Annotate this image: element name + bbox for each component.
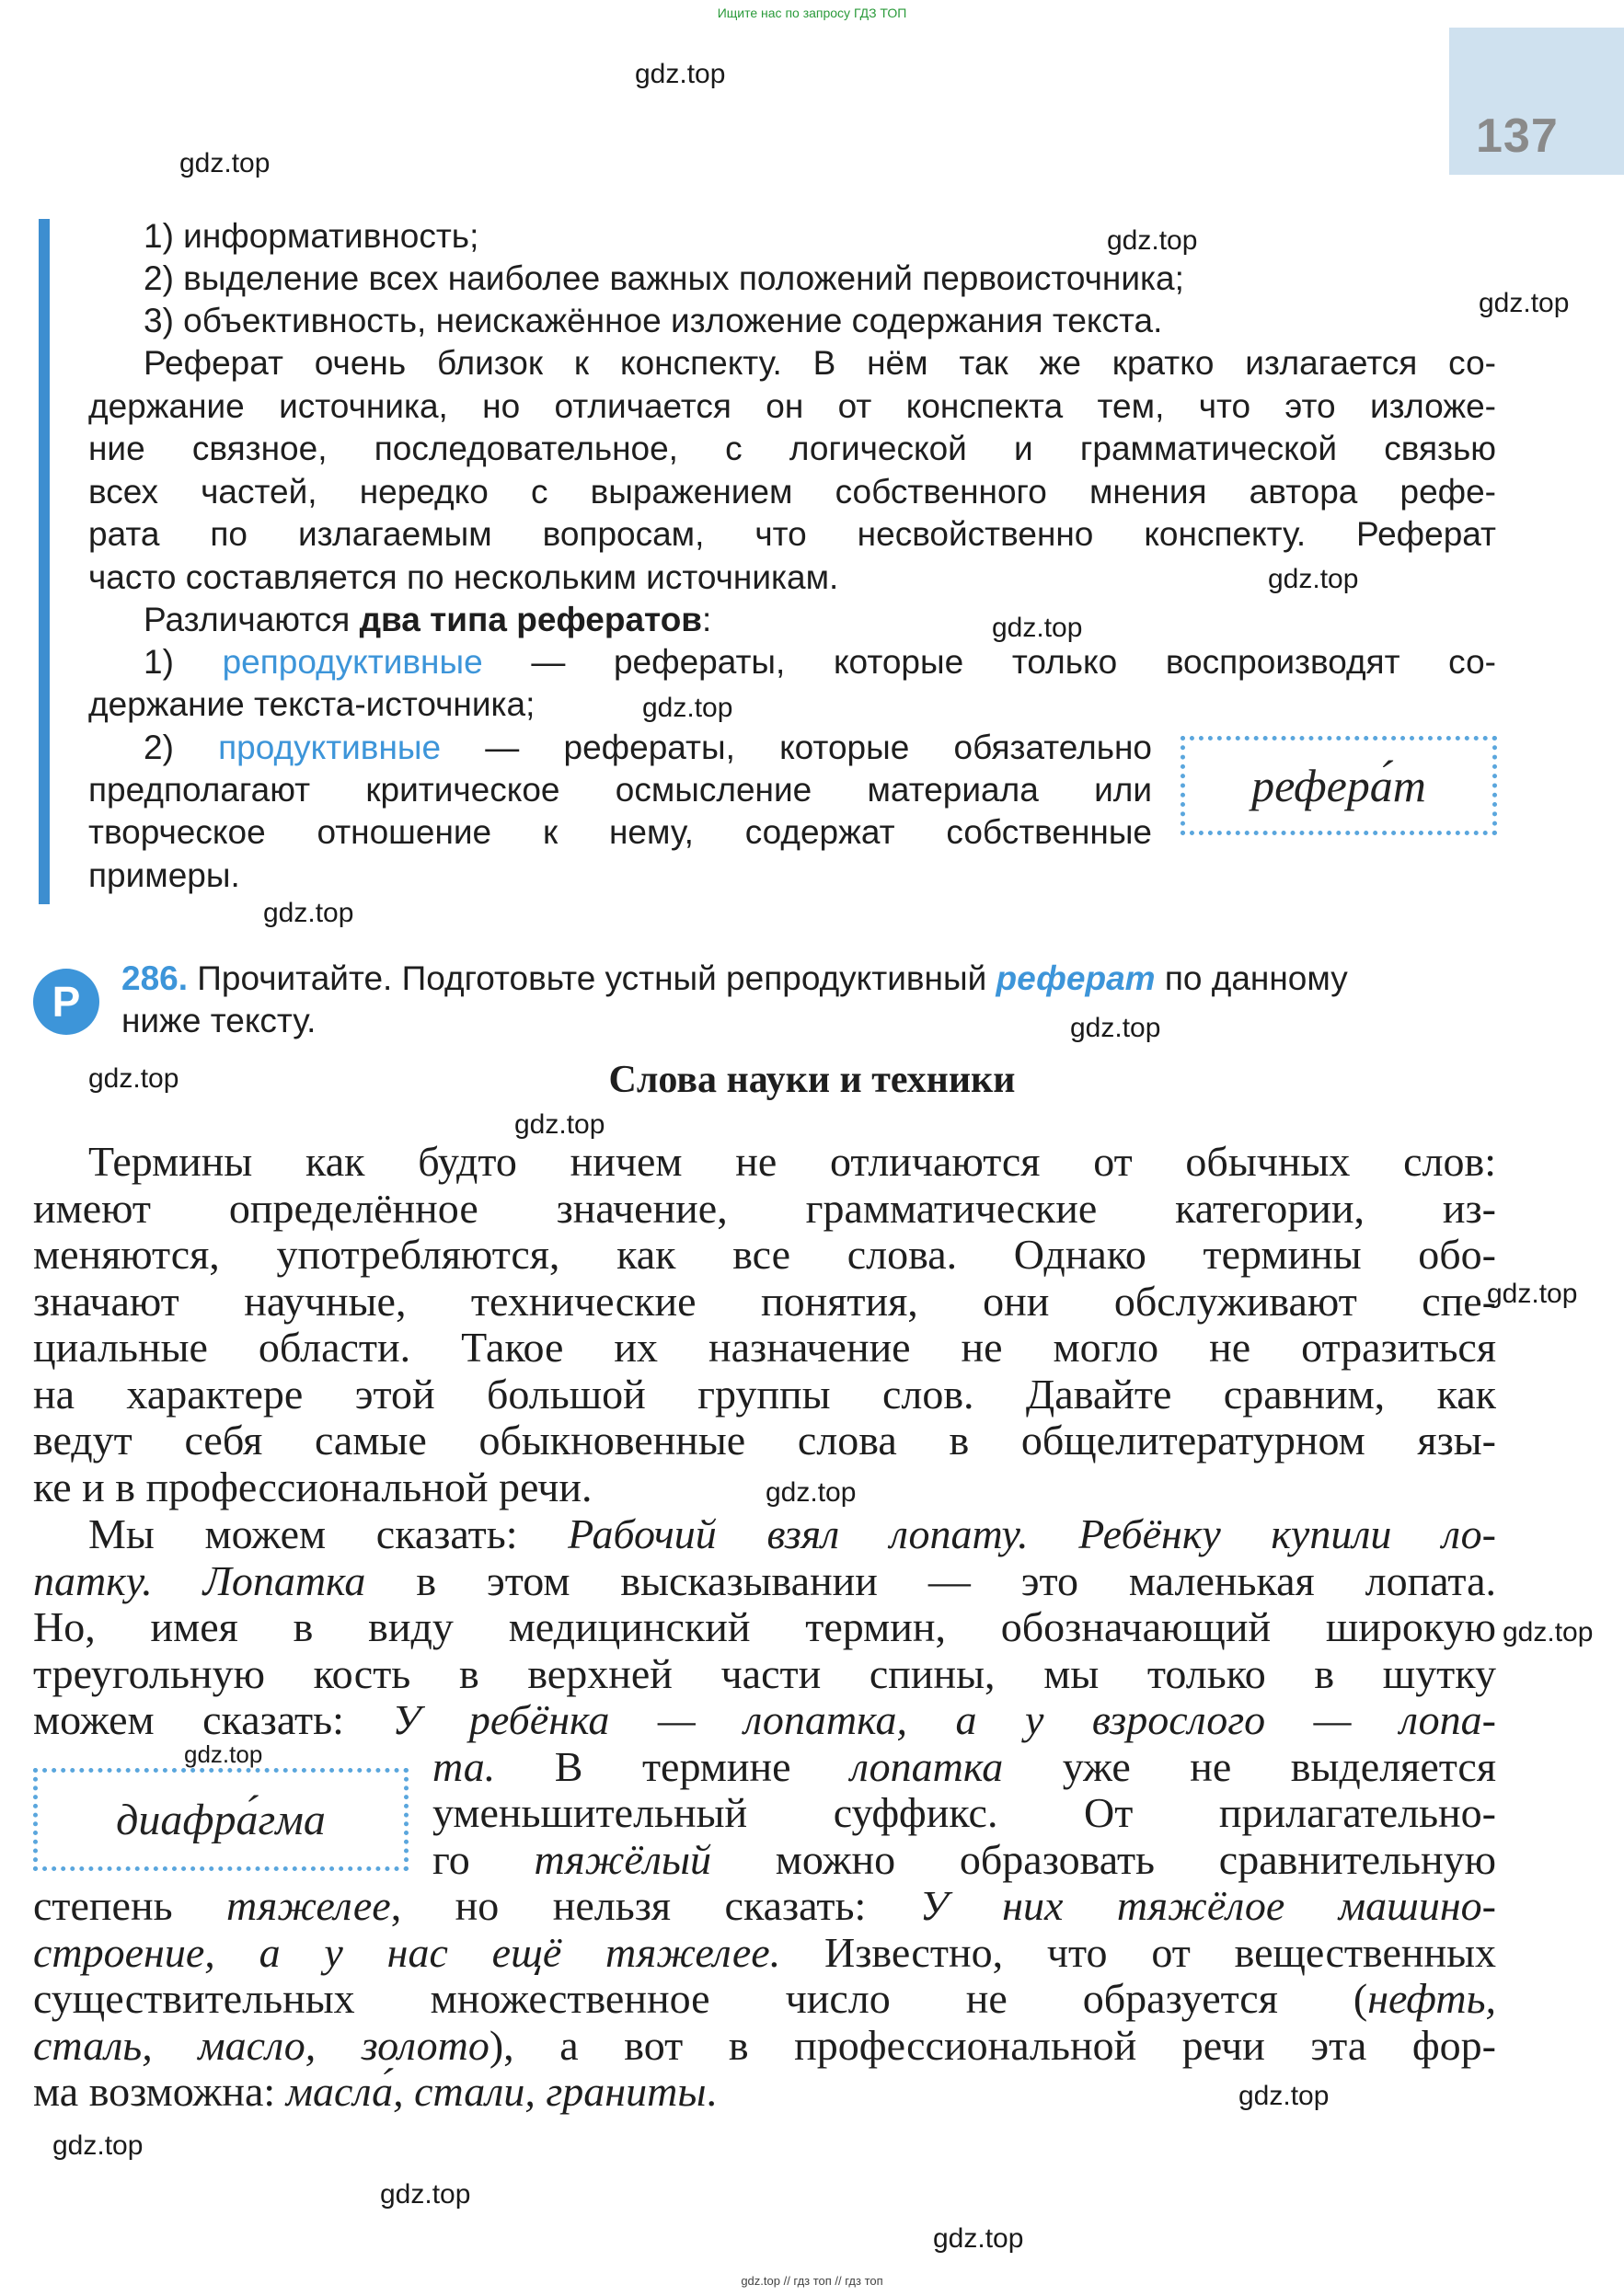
task-line-1: 286. Прочитайте. Подготовьте устный репродуктивный реферат по данному [121, 959, 1348, 997]
vocab-word-referat: рефера́т [1251, 760, 1426, 811]
theory-para-line-3: ние связное, последовательное, с логической и грамматической связью [88, 430, 1496, 467]
repro-term: репродуктивные [222, 643, 483, 681]
story-p1-line-2: имеют определённое значение, грамматические категории, из- [33, 1185, 1496, 1232]
watermark: gdz.top [1107, 225, 1198, 256]
task-number: 286. [121, 959, 189, 997]
story-p2-line-7: уменьшительный суффикс. От прилагательно- [432, 1789, 1496, 1836]
prod-term: продуктивные [218, 729, 442, 766]
theory-para-line-5: рата по излагаемым вопросам, что несвойственно конспекту. Реферат [88, 515, 1496, 553]
story-p2-line-4: треугольную кость в верхней части спины, мы только в шутку [33, 1650, 1496, 1697]
prod-line-4: примеры. [88, 856, 240, 894]
theory-side-bar [39, 219, 50, 904]
story-p2-line-10: строение, а у нас ещё тяжелее. Известно, что от вещественных [33, 1929, 1496, 1976]
theory-types-line: Различаются два типа рефератов: [144, 601, 712, 638]
story-p2-line-9: степень тяжелее, но нельзя сказать: У них тяжёлое машино- [33, 1882, 1496, 1929]
watermark: gdz.top [642, 693, 733, 723]
watermark: gdz.top [933, 2223, 1024, 2254]
repro-line-1: 1) репродуктивные — рефераты, которые только воспроизводят со- [144, 643, 1496, 681]
watermark: gdz.top [1070, 1013, 1161, 1043]
story-p2-line-13: ма возможна: масла́, стали, граниты. [33, 2068, 717, 2115]
vocab-box-diafragma [33, 1768, 409, 1871]
top-banner: Ищите нас по запросу ГДЗ ТОП [717, 6, 907, 20]
theory-para-line-1: Реферат очень близок к конспекту. В нём так же кратко излагается со- [144, 344, 1496, 382]
story-p2-line-2: патку. Лопатка в этом высказывании — это маленькая лопата. [33, 1557, 1496, 1604]
theory-para-line-6: часто составляется по нескольким источникам. [88, 558, 839, 596]
theory-para-line-4: всех частей, нередко с выражением собственного мнения автора рефе- [88, 473, 1496, 511]
story-p1-line-7: ведут себя самые обыкновенные слова в общелитературном язы- [33, 1417, 1496, 1464]
page-number: 137 [1476, 109, 1559, 163]
task-line-2: ниже тексту. [121, 1002, 317, 1039]
watermark: gdz.top [184, 1740, 263, 1768]
story-p1-line-3: меняются, употребляются, как все слова. Однако термины обо- [33, 1231, 1496, 1278]
watermark: gdz.top [52, 2130, 144, 2161]
story-p1-line-5: циальные области. Такое их назначение не могло не отразиться [33, 1324, 1496, 1371]
watermark: gdz.top [179, 148, 271, 178]
watermark: gdz.top [1238, 2081, 1330, 2111]
story-p1-line-4: значают научные, технические понятия, они обслуживают спе- [33, 1278, 1496, 1325]
story-p2-line-5: можем сказать: У ребёнка — лопатка, а у взрослого — лопа- [33, 1696, 1496, 1743]
watermark: gdz.top [1479, 288, 1570, 318]
watermark: gdz.top [766, 1477, 857, 1508]
story-p2-line-6: та. В термине лопатка уже не выделяется [432, 1743, 1496, 1790]
vocab-box-referat [1181, 736, 1497, 835]
prod-line-3: творческое отношение к нему, содержат собственные [88, 813, 1152, 851]
story-p1-line-8: ке и в профессиональной речи. [33, 1464, 593, 1510]
story-p2-line-12: сталь, масло, золото), а вот в профессиональной речи эта фор- [33, 2022, 1496, 2069]
watermark: gdz.top [992, 613, 1083, 643]
theory-item-1: 1) информативность; [144, 217, 479, 255]
theory-para-line-2: держание источника, но отличается он от конспекта тем, что это изложе- [88, 387, 1496, 425]
vocab-word-diafragma: диафра́гма [116, 1795, 326, 1844]
story-p2-line-8: го тяжёлый можно образовать сравнительную [432, 1836, 1496, 1883]
story-p1-line-6: на характере этой большой группы слов. Давайте сравним, как [33, 1371, 1496, 1418]
watermark: gdz.top [380, 2179, 471, 2210]
watermark: gdz.top [263, 898, 354, 928]
watermark: gdz.top [1487, 1279, 1578, 1309]
repro-line-2: держание текста-источника; [88, 685, 536, 723]
theory-item-2: 2) выделение всех наиболее важных положений первоисточника; [144, 259, 1184, 297]
story-title: Слова науки и техники [608, 1059, 1016, 1101]
types-bold: два типа рефератов [359, 601, 703, 638]
bottom-banner: gdz.top // гдз топ // гдз топ [741, 2274, 883, 2288]
watermark: gdz.top [514, 1109, 605, 1140]
prod-line-1: 2) продуктивные — рефераты, которые обязательно [144, 729, 1152, 766]
task-badge-icon: Р [33, 969, 99, 1035]
story-p1-line-1: Термины как будто ничем не отличаются от обычных слов: [88, 1138, 1496, 1185]
watermark: gdz.top [1503, 1617, 1594, 1647]
story-p2-line-3: Но, имея в виду медицинский термин, обозначающий широкую [33, 1603, 1496, 1650]
watermark: gdz.top [635, 59, 726, 89]
story-p2-line-1: Мы можем сказать: Рабочий взял лопату. Ребёнку купили ло- [88, 1510, 1496, 1557]
theory-item-3: 3) объективность, неискажённое изложение содержания текста. [144, 302, 1163, 339]
task-highlight: реферат [996, 959, 1156, 997]
prod-line-2: предполагают критическое осмысление материала или [88, 771, 1152, 809]
watermark: gdz.top [88, 1063, 179, 1094]
watermark: gdz.top [1268, 564, 1359, 594]
story-p2-line-11: существительных множественное число не образуется (нефть, [33, 1975, 1496, 2022]
